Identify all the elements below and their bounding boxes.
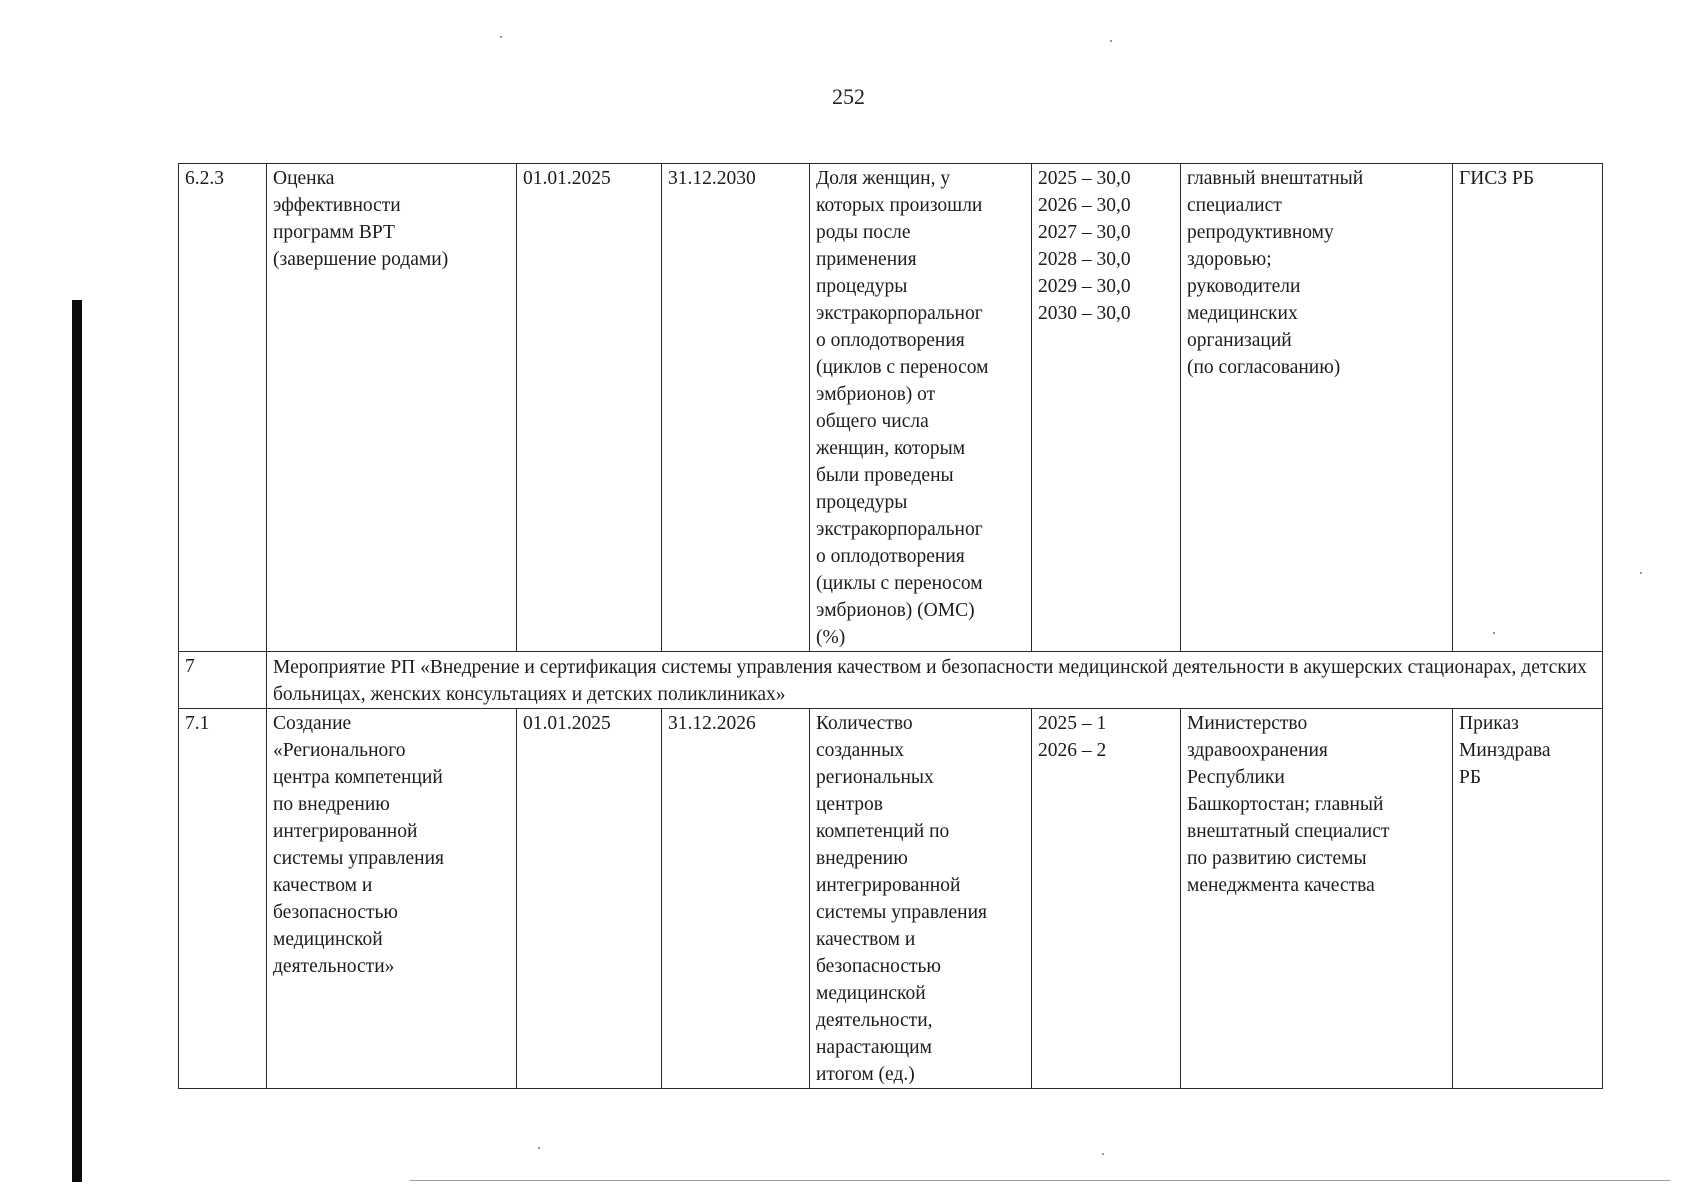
table-row bbox=[179, 709, 1603, 1089]
measure-name: Оценка эффективности программ ВРТ (завершение родами) bbox=[267, 164, 517, 652]
scan-edge-shadow bbox=[72, 300, 82, 1182]
page-number: 252 bbox=[832, 84, 865, 109]
indicator: Доля женщин, у которых произошли роды после применения процедуры экстракорпоральног о оплодотворения (циклов с переносом эмбрионов) от общего числа женщин, которым были проведены процедуры экстракорпоральног о оплодотворения (циклы с переносом эмбрионов) (ОМС) (%) bbox=[810, 164, 1032, 652]
scan-speck bbox=[500, 36, 502, 38]
scan-speck bbox=[1102, 1153, 1104, 1155]
row-number: 7.1 bbox=[179, 709, 267, 1089]
responsible: главный внештатный специалист репродуктивному здоровью; руководители медицинских организаций (по согласованию) bbox=[1181, 164, 1453, 652]
indicator-values: 2025 – 1 2026 – 2 bbox=[1032, 709, 1181, 1089]
indicator: Количество созданных региональных центров компетенций по внедрению интегрированной системы управления качеством и безопасностью медицинской деятельности, нарастающим итогом (ед.) bbox=[810, 709, 1032, 1089]
plan-table bbox=[178, 163, 1603, 1089]
responsible: Министерство здравоохранения Республики Башкортостан; главный внештатный специалист по развитию системы менеджмента качества bbox=[1181, 709, 1453, 1089]
table-row bbox=[179, 164, 1603, 652]
measure-name: Создание «Регионального центра компетенций по внедрению интегрированной системы управления качеством и безопасностью медицинской деятельности» bbox=[267, 709, 517, 1089]
scan-bottom-line bbox=[410, 1180, 1670, 1181]
section-title: Мероприятие РП «Внедрение и сертификация системы управления качеством и безопасности медицинской деятельности в акушерских стационарах, детских больницах, женских консультациях и детских поликлиниках» bbox=[267, 652, 1603, 709]
start-date: 01.01.2025 bbox=[517, 164, 662, 652]
scan-speck bbox=[1110, 40, 1112, 42]
end-date: 31.12.2030 bbox=[662, 164, 810, 652]
start-date: 01.01.2025 bbox=[517, 709, 662, 1089]
row-number: 6.2.3 bbox=[179, 164, 267, 652]
document: Приказ Минздрава РБ bbox=[1453, 709, 1603, 1089]
end-date: 31.12.2026 bbox=[662, 709, 810, 1089]
scan-speck bbox=[1640, 572, 1642, 574]
table-row-section bbox=[179, 652, 1603, 709]
scan-speck bbox=[538, 1147, 540, 1149]
row-number: 7 bbox=[179, 652, 267, 709]
document: ГИСЗ РБ bbox=[1453, 164, 1603, 652]
indicator-values: 2025 – 30,0 2026 – 30,0 2027 – 30,0 2028 – 30,0 2029 – 30,0 2030 – 30,0 bbox=[1032, 164, 1181, 652]
